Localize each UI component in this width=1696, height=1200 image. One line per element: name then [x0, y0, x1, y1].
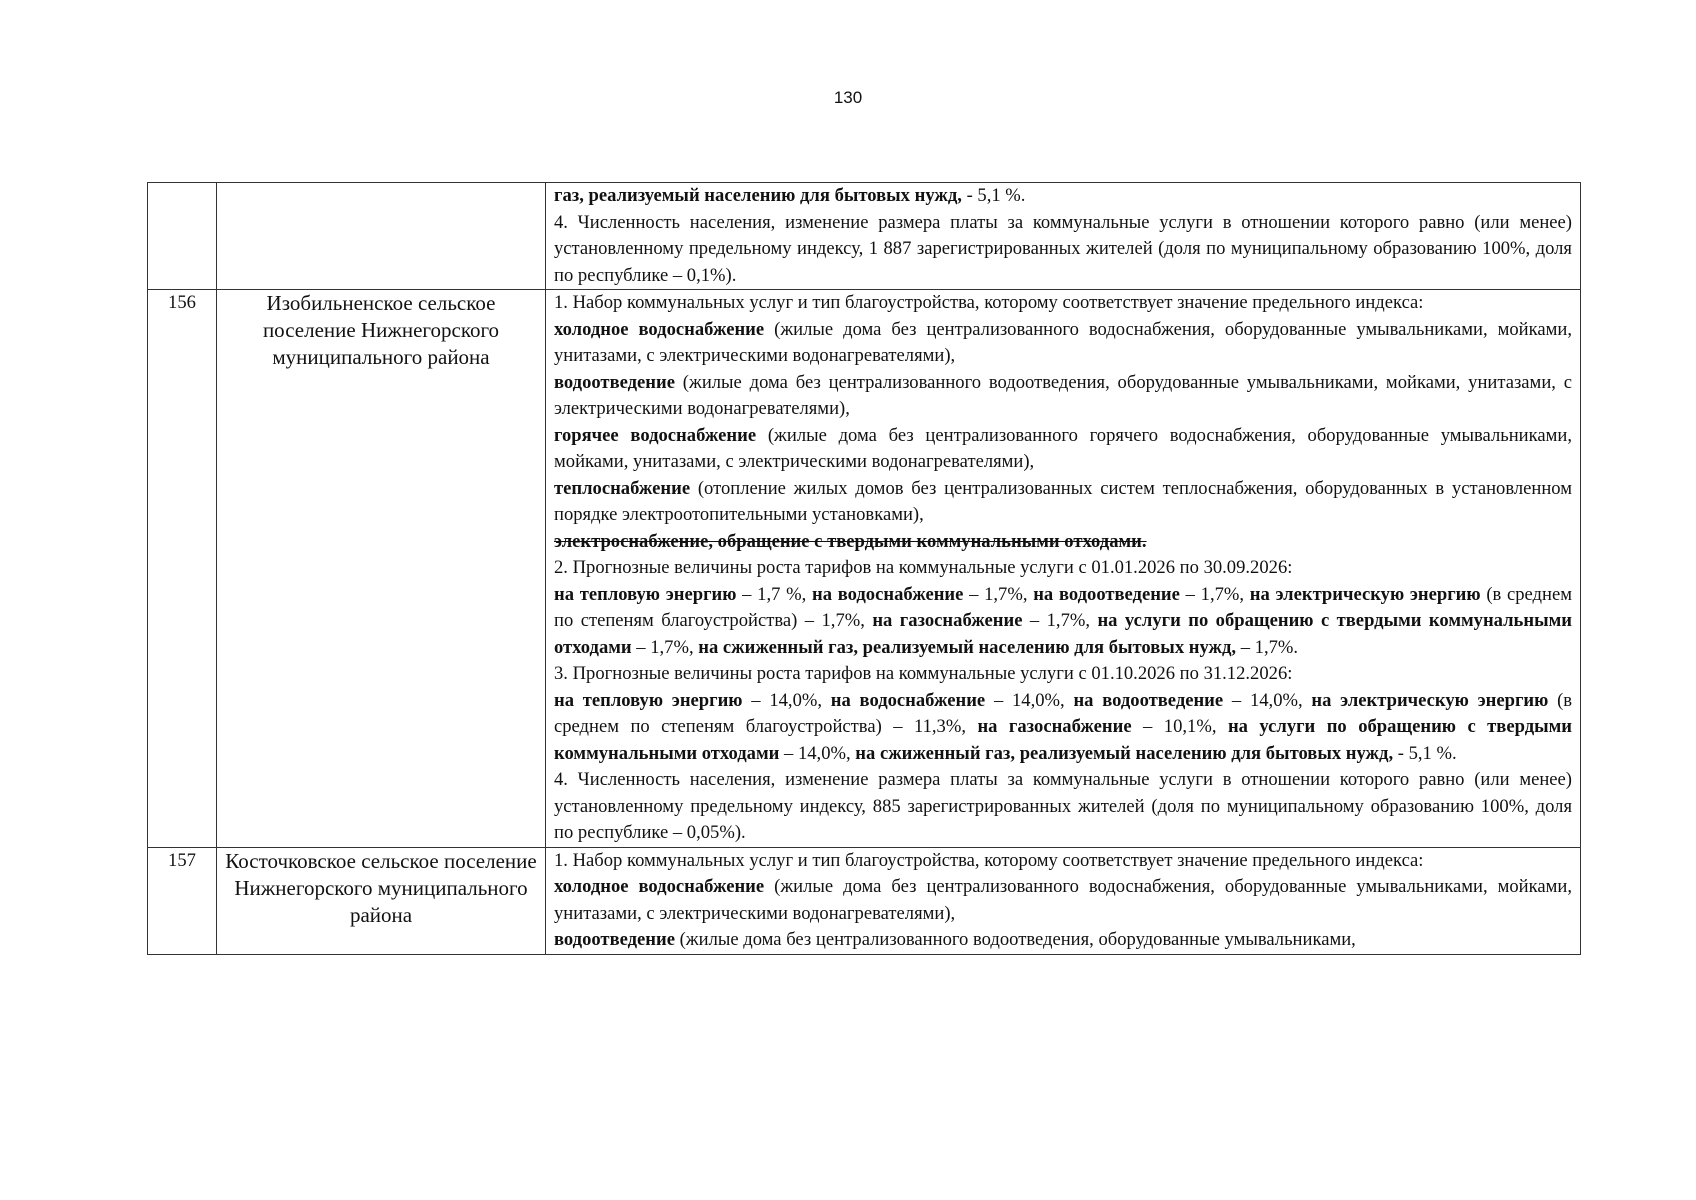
text-segment: на электрическую энергию [1249, 583, 1481, 605]
row-number [148, 183, 217, 290]
row-number: 157 [148, 847, 217, 954]
text-segment: на сжиженный газ, реализуемый населению для бытовых нужд, [698, 636, 1237, 658]
text-segment: на сжиженный газ, реализуемый населению для бытовых нужд, [855, 742, 1394, 764]
text-segment: (жилые дома без централизованного горячего водоснабжения, оборудованные умывальниками, мойками, унитазами, с электрическими водонагревателями), [554, 424, 1573, 472]
text-segment: на электрическую энергию [1311, 689, 1549, 711]
text-segment: (в среднем по степеням благоустройства) – 1,7%, [554, 583, 1572, 631]
text-segment: - 5,1 %. [961, 185, 1026, 206]
text-segment: 4. Численность населения, изменение размера платы за коммунальные услуги в отношении которого равно (или менее) установленному предельному индексу, 885 зарегистрированных жителей (доля по муниципальному образованию 100%, доля по республике – 0,05%). [554, 769, 1572, 843]
description-paragraph [554, 476, 1572, 529]
text-segment: электроснабжение, обращение с твердыми коммунальными отходами. [554, 530, 1147, 552]
text-segment: – 14,0%, [985, 689, 1074, 711]
text-segment: на газоснабжение [977, 716, 1132, 737]
row-number: 156 [148, 290, 217, 848]
description-paragraph [554, 555, 1572, 582]
text-segment: – 1,7%. [1236, 636, 1299, 658]
table-row [148, 290, 1581, 848]
page-number: 130 [833, 88, 863, 107]
text-segment: (в среднем по степеням благоустройства) – 11,3%, [554, 689, 1573, 737]
text-segment: холодное водоснабжение [554, 318, 765, 340]
text-segment: – 14,0%, [742, 689, 831, 711]
text-segment: - 5,1 %. [1393, 742, 1457, 764]
description-paragraph [554, 370, 1572, 423]
description-paragraph [554, 661, 1572, 688]
text-segment: водоотведение [554, 371, 675, 393]
table-row [148, 183, 1581, 290]
tariff-description [546, 183, 1581, 290]
text-segment: теплоснабжение [554, 477, 691, 499]
text-segment: (жилые дома без централизованного водоснабжения, оборудованные умывальниками, мойками, унитазами, с электрическими водонагревателями), [554, 318, 1572, 366]
tariff-table [147, 182, 1581, 955]
text-segment: – 14,0%, [1223, 689, 1312, 711]
text-segment: (отопление жилых домов без централизованных систем теплоснабжения, оборудованных в установленном порядке электроотопительными установками), [554, 477, 1572, 525]
text-segment: – 10,1%, [1131, 716, 1228, 737]
text-segment: на водоотведение [1073, 689, 1224, 711]
description-paragraph [554, 688, 1572, 768]
text-segment: на водоснабжение [812, 583, 964, 605]
text-segment: – 1,7%, [1179, 583, 1250, 605]
text-segment: на газоснабжение [872, 610, 1023, 631]
municipality-name: Косточковское сельское поселение Нижнегорского муниципального района [217, 847, 546, 954]
text-segment: на водоотведение [1033, 583, 1180, 605]
tariff-description [546, 847, 1581, 954]
table-body [148, 183, 1581, 955]
text-segment: 3. Прогнозные величины роста тарифов на коммунальные услуги с 01.10.2026 по 31.12.2026: [554, 663, 1293, 684]
text-segment: – 1,7%, [963, 583, 1034, 605]
table-row [148, 847, 1581, 954]
description-paragraph [554, 317, 1572, 370]
text-segment: на услуги по обращению с твердыми коммунальными отходами [554, 716, 1572, 764]
description-paragraph [554, 927, 1572, 954]
text-segment: – 1,7%, [1022, 610, 1098, 631]
text-segment: на тепловую энергию [554, 583, 737, 605]
text-segment: – 1,7 %, [736, 583, 812, 605]
text-segment: холодное водоснабжение [554, 876, 765, 897]
text-segment: горячее водоснабжение [554, 424, 757, 446]
description-paragraph [554, 210, 1572, 290]
description-paragraph [554, 423, 1572, 476]
text-segment: 1. Набор коммунальных услуг и тип благоустройства, которому соответствует значение предельного индекса: [554, 292, 1424, 313]
text-segment: – 14,0%, [779, 742, 856, 764]
text-segment: 2. Прогнозные величины роста тарифов на коммунальные услуги с 01.01.2026 по 30.09.2026: [554, 557, 1293, 578]
description-paragraph [554, 183, 1572, 210]
text-segment: на тепловую энергию [554, 689, 743, 711]
description-paragraph [554, 529, 1572, 556]
text-segment: 1. Набор коммунальных услуг и тип благоустройства, которому соответствует значение предельного индекса: [554, 849, 1424, 871]
description-paragraph [554, 874, 1572, 927]
text-segment: (жилые дома без централизованного водоснабжения, оборудованные умывальниками, мойками, унитазами, с электрическими водонагревателями), [554, 876, 1572, 924]
tariff-description [546, 290, 1581, 848]
description-paragraph [554, 767, 1572, 847]
text-segment: (жилые дома без централизованного водоотведения, оборудованные умывальниками, мойками, унитазами, с электрическими водонагревателями), [554, 371, 1572, 419]
description-paragraph [554, 290, 1572, 317]
text-segment: на водоснабжение [830, 689, 986, 711]
text-segment: на услуги по обращению с твердыми коммунальными отходами [554, 610, 1572, 658]
municipality-name [217, 183, 546, 290]
text-segment: газ, реализуемый населению для бытовых нужд, [554, 185, 962, 206]
text-segment: водоотведение [554, 929, 675, 950]
text-segment: – 1,7%, [631, 636, 699, 658]
text-segment: (жилые дома без централизованного водоотведения, оборудованные умывальниками, [674, 929, 1356, 950]
description-paragraph [554, 848, 1572, 875]
text-segment: 4. Численность населения, изменение размера платы за коммунальные услуги в отношении которого равно (или менее) установленному предельному индексу, 1 887 зарегистрированных жителей (доля по муниципальному образованию 100%, доля по республике – 0,1%). [554, 211, 1572, 286]
description-paragraph [554, 582, 1572, 662]
municipality-name: Изобильненское сельское поселение Нижнегорского муниципального района [217, 290, 546, 848]
